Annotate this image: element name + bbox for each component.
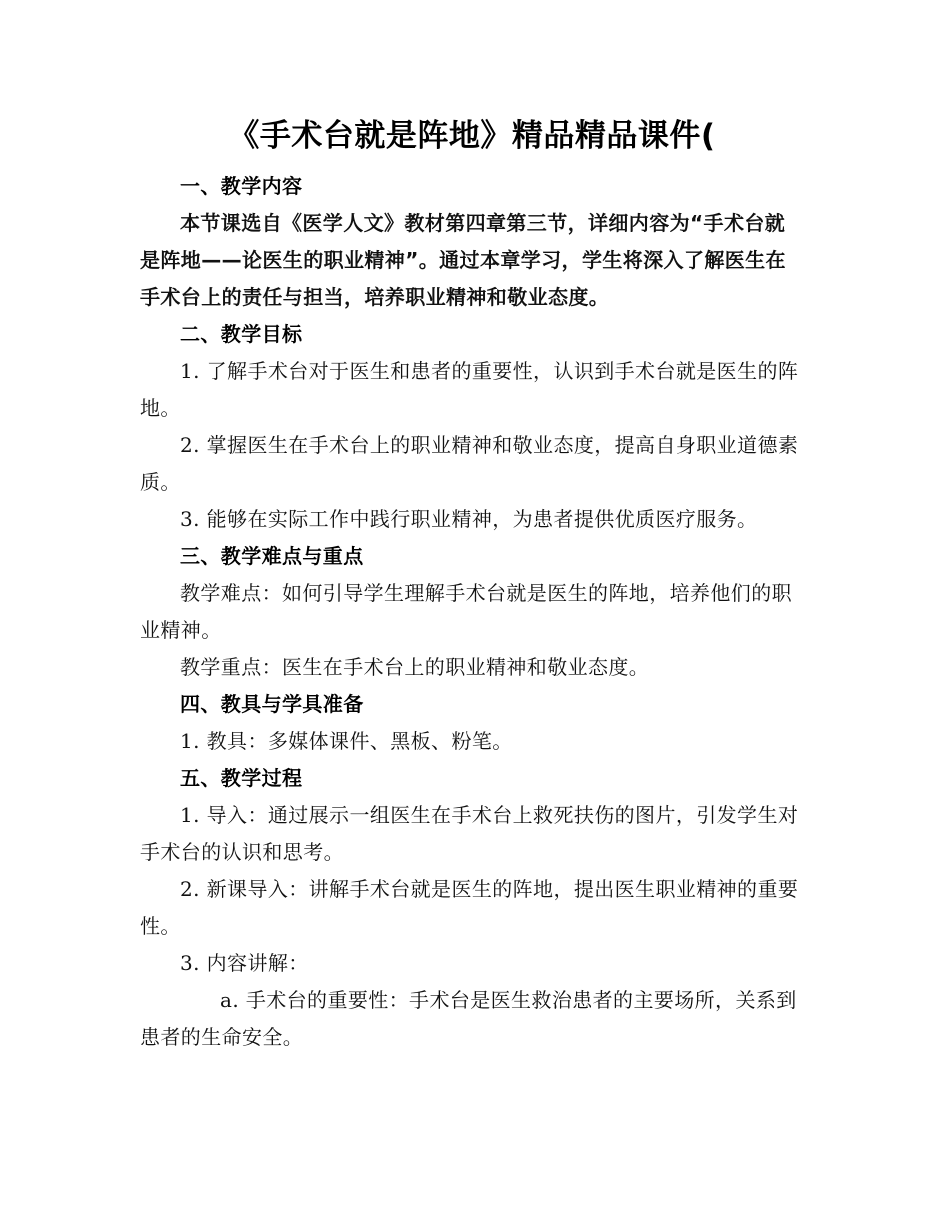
objective-item-1: 1. 了解手术台对于医生和患者的重要性，认识到手术台就是医生的阵地。 [140, 359, 799, 420]
process-step-1: 1. 导入：通过展示一组医生在手术台上救死扶伤的图片，引发学生对手术台的认识和思考。 [140, 803, 799, 864]
process-step-2: 2. 新课导入：讲解手术台就是医生的阵地，提出医生职业精神的重要性。 [140, 877, 799, 938]
process-step-3: 3. 内容讲解： [180, 951, 309, 975]
objective-item-2: 2. 掌握医生在手术台上的职业精神和敬业态度，提高自身职业道德素质。 [140, 433, 799, 494]
process-step-3a: a. 手术台的重要性：手术台是医生救治患者的主要场所，关系到患者的生命安全。 [140, 988, 797, 1049]
objective-item-3: 3. 能够在实际工作中践行职业精神，为患者提供优质医疗服务。 [180, 507, 758, 531]
paragraph-content-intro: 本节课选自《医学人文》教材第四章第三节，详细内容为“手术台就是阵地——论医生的职业精神”。通过本章学习，学生将深入了解医生在手术台上的责任与担当，培养职业精神和敬业态度。 [140, 211, 786, 309]
section-heading-content: 一、教学内容 [180, 174, 303, 198]
section-heading-materials: 四、教具与学具准备 [180, 692, 364, 716]
section-heading-difficulties: 三、教学难点与重点 [180, 544, 364, 568]
document-title: 《手术台就是阵地》精品精品课件( [228, 118, 716, 154]
key-point-paragraph: 教学重点：医生在手术台上的职业精神和敬业态度。 [180, 655, 650, 679]
document-body [140, 114, 804, 1056]
materials-item-1: 1. 教具：多媒体课件、黑板、粉笔。 [180, 729, 513, 753]
section-heading-objectives: 二、教学目标 [180, 322, 303, 346]
section-heading-process: 五、教学过程 [180, 766, 303, 790]
difficulty-paragraph: 教学难点：如何引导学生理解手术台就是医生的阵地，培养他们的职业精神。 [140, 581, 792, 642]
